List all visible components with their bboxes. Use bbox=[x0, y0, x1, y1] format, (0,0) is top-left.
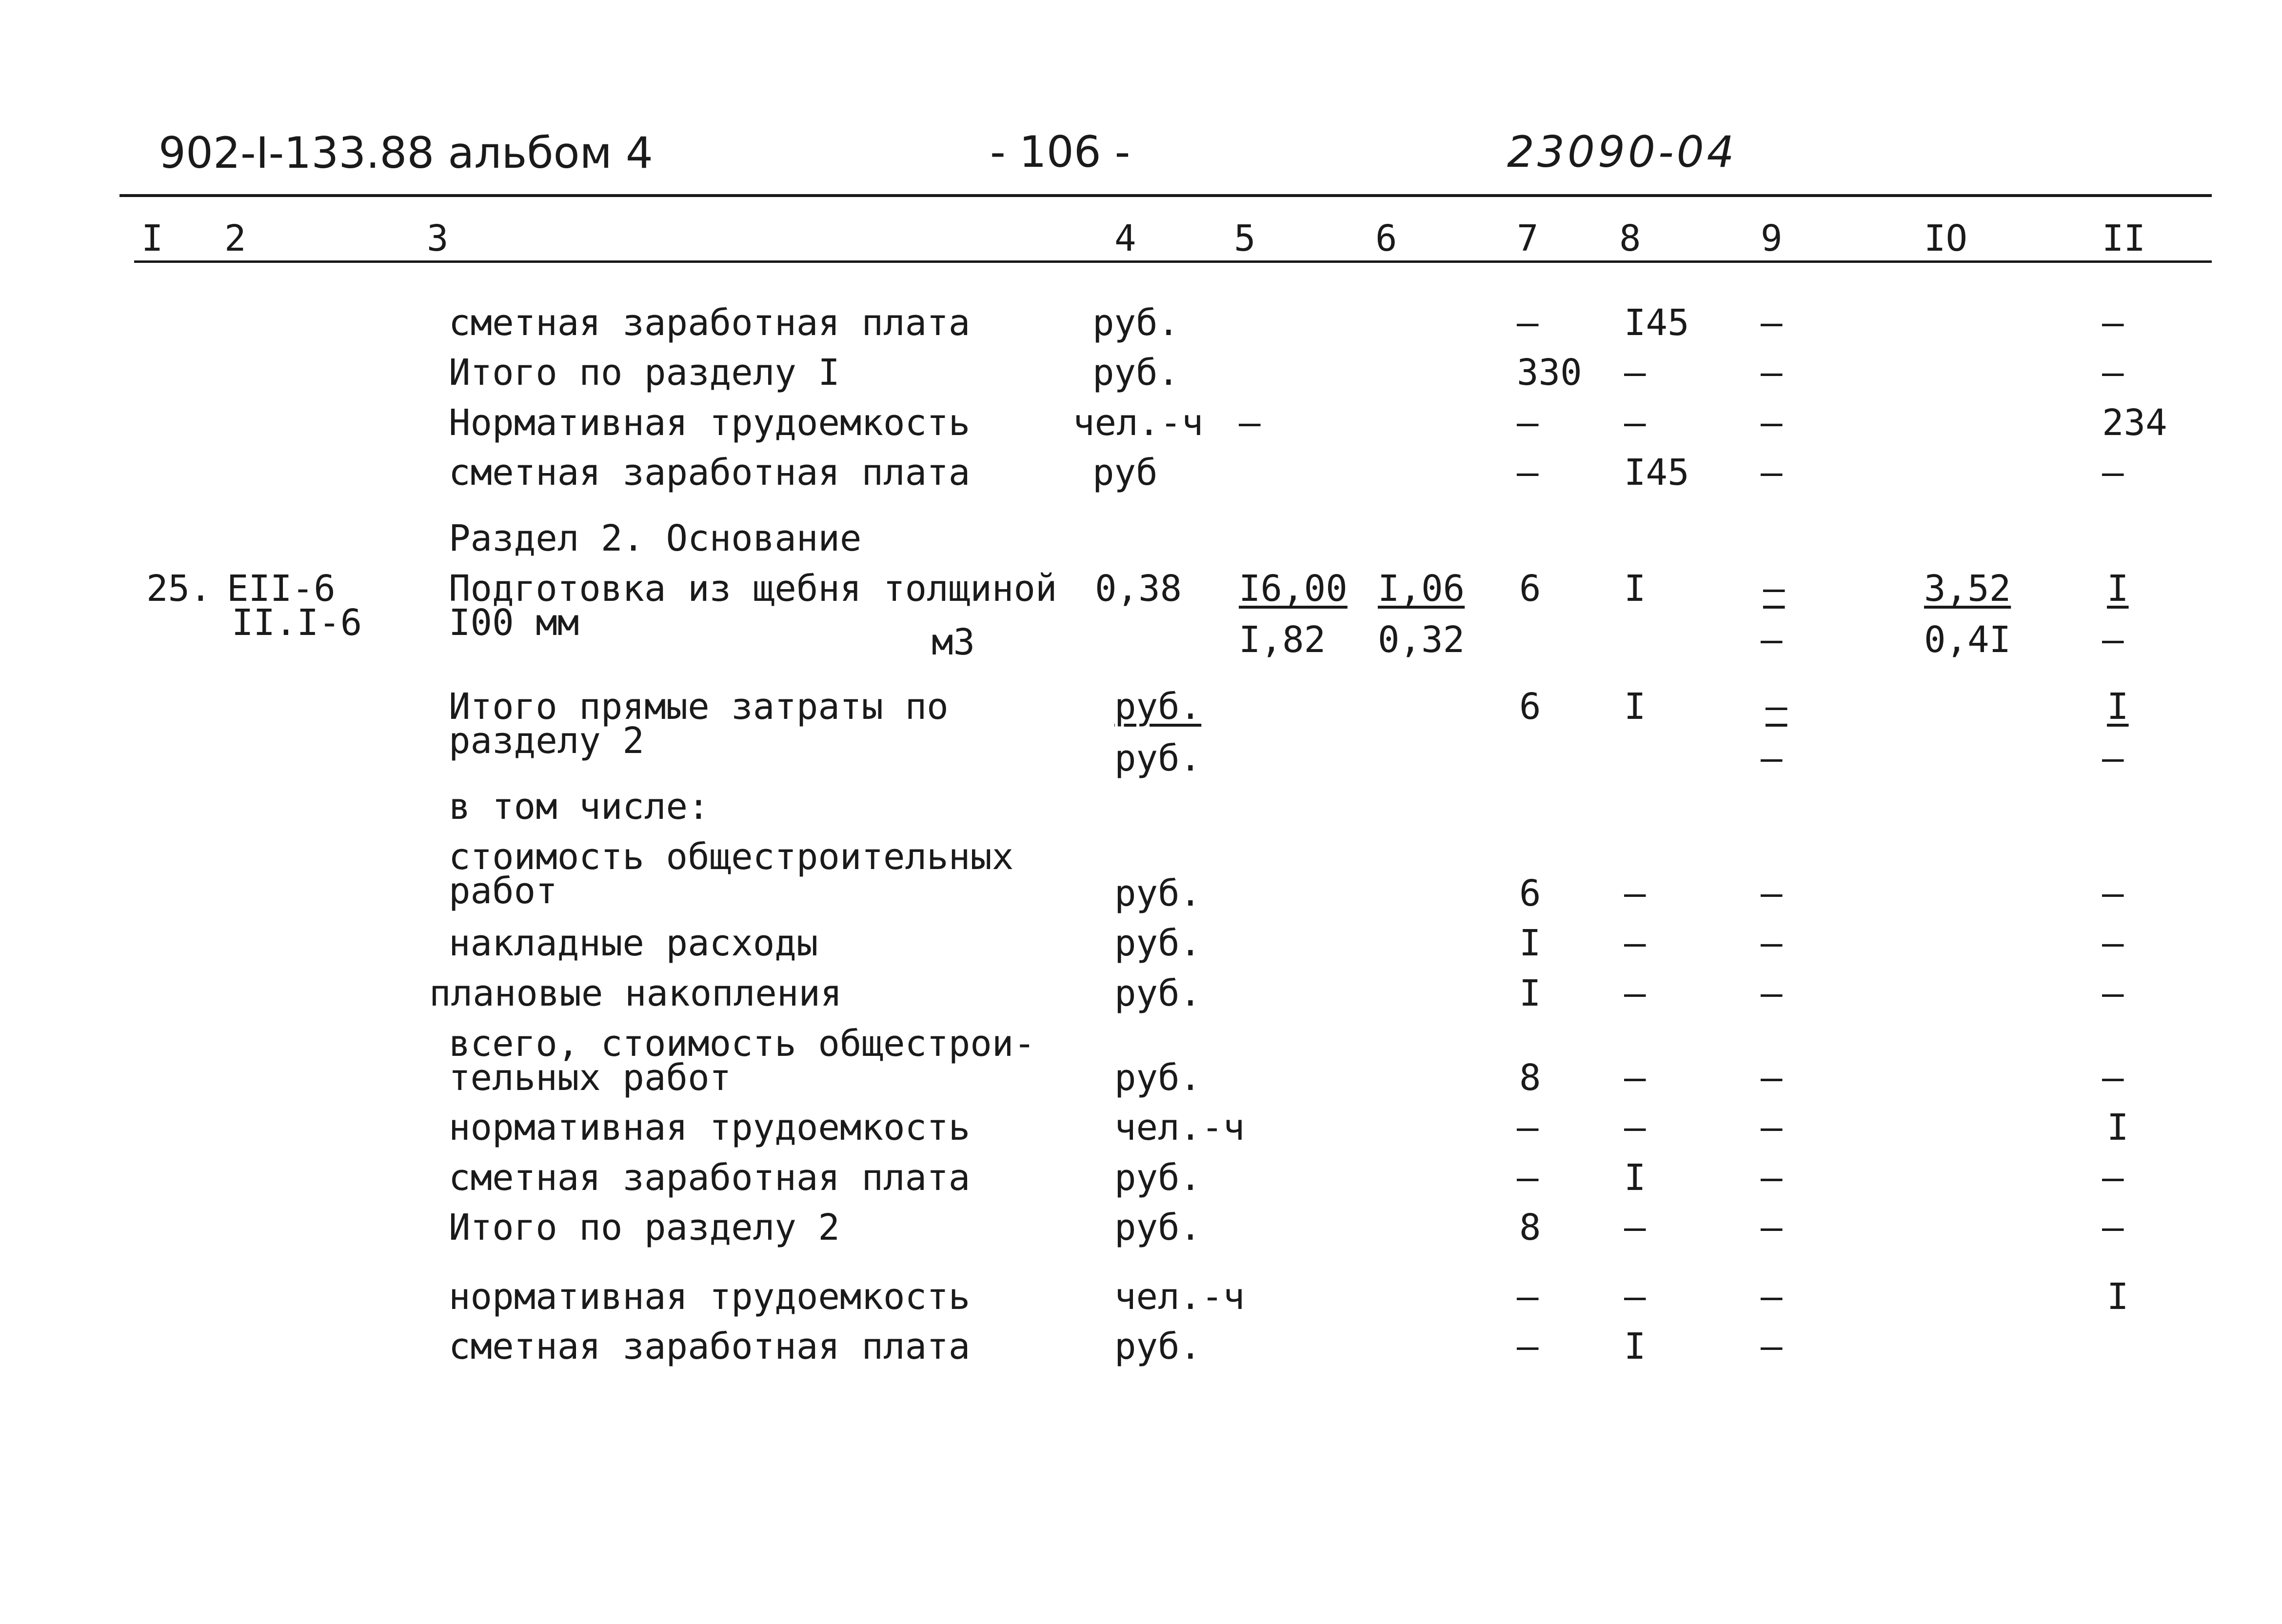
cell-col11: – bbox=[2102, 302, 2124, 344]
row-name: работ bbox=[449, 870, 557, 912]
column-header: I bbox=[141, 218, 163, 259]
cell-col6: I,06 bbox=[1378, 568, 1465, 610]
column-header: 2 bbox=[224, 218, 246, 259]
row-name: разделу 2 bbox=[449, 720, 644, 762]
row-name: стоимость общестроительных bbox=[449, 836, 1014, 878]
cell-col11: – bbox=[2102, 452, 2124, 494]
column-header: 6 bbox=[1375, 218, 1397, 259]
row-name: Подготовка из щебня толщиной bbox=[449, 568, 1057, 610]
row-name: накладные расходы bbox=[449, 922, 818, 964]
cell-col8: I bbox=[1624, 1326, 1646, 1367]
row-name: Итого по разделу I bbox=[449, 352, 840, 394]
row-name: Итого прямые затраты по bbox=[449, 686, 949, 728]
row-name: всего, стоимость общестрои- bbox=[449, 1023, 1035, 1065]
column-header: II bbox=[2102, 218, 2146, 259]
cell-col4: 0,38 bbox=[1095, 568, 1182, 610]
row-unit: руб. bbox=[1114, 1207, 1202, 1248]
cell-col9: – bbox=[1766, 686, 1787, 728]
cell-col6: 0,32 bbox=[1378, 619, 1465, 661]
header-rule-bottom bbox=[134, 260, 2212, 263]
cell-col9: – bbox=[1761, 1107, 1783, 1149]
cell-col11: – bbox=[2102, 619, 2124, 661]
cell-col9: – bbox=[1761, 302, 1783, 344]
cell-col8: I bbox=[1624, 686, 1646, 728]
cell-col8: – bbox=[1624, 872, 1646, 914]
cell-col9: – bbox=[1761, 1326, 1783, 1367]
cell-col8: – bbox=[1624, 352, 1646, 394]
cell-col9: – bbox=[1761, 1276, 1783, 1318]
cell-col7: I bbox=[1519, 972, 1541, 1014]
cell-col9: – bbox=[1761, 737, 1783, 779]
subheading: в том числе: bbox=[449, 786, 710, 828]
cell-col9: – bbox=[1761, 402, 1783, 444]
cell-col11: I bbox=[2107, 1276, 2129, 1318]
cell-col11: – bbox=[2102, 352, 2124, 394]
cell-col11: – bbox=[2102, 1157, 2124, 1199]
row-name: Итого по разделу 2 bbox=[449, 1207, 840, 1248]
cell-col8: – bbox=[1624, 1107, 1646, 1149]
archive-number: 23090-04 bbox=[1507, 127, 1737, 177]
cell-col9: – bbox=[1761, 352, 1783, 394]
item-code: EII-6 bbox=[227, 568, 336, 610]
cell-col10: 3,52 bbox=[1924, 568, 2011, 610]
row-unit: чел.-ч bbox=[1114, 1107, 1245, 1149]
row-unit: руб. bbox=[1114, 737, 1202, 779]
item-number: 25. bbox=[146, 568, 212, 610]
row-name: тельных работ bbox=[449, 1057, 732, 1099]
row-unit: руб bbox=[1092, 452, 1158, 494]
cell-col7: – bbox=[1517, 452, 1539, 494]
cell-col7: – bbox=[1517, 1326, 1539, 1367]
cell-col10: 0,4I bbox=[1924, 619, 2011, 661]
cell-col8: – bbox=[1624, 922, 1646, 964]
row-name: Нормативная трудоемкость bbox=[449, 402, 971, 444]
cell-col11: I bbox=[2107, 686, 2129, 728]
cell-col8: – bbox=[1624, 1276, 1646, 1318]
section-heading: Раздел 2. Основание bbox=[449, 517, 862, 559]
cell-col11: – bbox=[2102, 922, 2124, 964]
cell-col8: – bbox=[1624, 1207, 1646, 1248]
cell-col9: – bbox=[1761, 619, 1783, 661]
cell-col9: – bbox=[1761, 1207, 1783, 1248]
row-name: сметная заработная плата bbox=[449, 302, 971, 344]
cell-col7: 8 bbox=[1519, 1057, 1541, 1099]
column-header: IO bbox=[1924, 218, 1968, 259]
row-unit: чел.-ч bbox=[1114, 1276, 1245, 1318]
page-number: - 106 - bbox=[990, 127, 1131, 177]
row-unit: руб. bbox=[1114, 1326, 1202, 1367]
cell-col9: – bbox=[1761, 1157, 1783, 1199]
doc-code: 902-I-133.88 альбом 4 bbox=[159, 128, 653, 178]
row-unit: руб. bbox=[1114, 872, 1202, 914]
cell-col8: I bbox=[1624, 568, 1646, 610]
cell-col9: – bbox=[1761, 452, 1783, 494]
cell-col7: 6 bbox=[1519, 872, 1541, 914]
cell-col11: 234 bbox=[2102, 402, 2167, 444]
cell-col7: I bbox=[1519, 922, 1541, 964]
cell-col11: – bbox=[2102, 972, 2124, 1014]
cell-col11: – bbox=[2102, 872, 2124, 914]
row-name: плановые накопления bbox=[429, 972, 842, 1014]
row-name: нормативная трудоемкость bbox=[449, 1276, 971, 1318]
header-rule-top bbox=[119, 194, 2212, 197]
cell-col7: – bbox=[1517, 1107, 1539, 1149]
row-unit: руб. bbox=[1114, 686, 1202, 728]
cell-col8: I bbox=[1624, 1157, 1646, 1199]
cell-col7: 330 bbox=[1517, 352, 1582, 394]
row-unit: руб. bbox=[1114, 972, 1202, 1014]
row-name: сметная заработная плата bbox=[449, 1157, 971, 1199]
cell-col5: I6,00 bbox=[1239, 568, 1348, 610]
item-code: II.I-6 bbox=[232, 602, 362, 644]
cell-col9: – bbox=[1761, 1057, 1783, 1099]
row-unit: руб. bbox=[1114, 922, 1202, 964]
row-name: нормативная трудоемкость bbox=[449, 1107, 971, 1149]
row-unit: руб. bbox=[1114, 1157, 1202, 1199]
column-header: 4 bbox=[1114, 218, 1136, 259]
cell-col11: I bbox=[2107, 1107, 2129, 1149]
row-unit: руб. bbox=[1114, 1057, 1202, 1099]
cell-col11: – bbox=[2102, 1207, 2124, 1248]
cell-col11: – bbox=[2102, 1057, 2124, 1099]
cell-col7: 6 bbox=[1519, 686, 1541, 728]
cell-col9: – bbox=[1761, 872, 1783, 914]
row-name: сметная заработная плата bbox=[449, 1326, 971, 1367]
column-header: 7 bbox=[1517, 218, 1539, 259]
cell-col7: 8 bbox=[1519, 1207, 1541, 1248]
cell-col9: – bbox=[1761, 972, 1783, 1014]
cell-col7: 6 bbox=[1519, 568, 1541, 610]
cell-col8: I45 bbox=[1624, 302, 1689, 344]
cell-col11: I bbox=[2107, 568, 2129, 610]
cell-col7: – bbox=[1517, 1276, 1539, 1318]
row-unit: руб. bbox=[1092, 302, 1180, 344]
column-header: 9 bbox=[1761, 218, 1783, 259]
cell-col7: – bbox=[1517, 402, 1539, 444]
cell-col8: – bbox=[1624, 1057, 1646, 1099]
row-unit: руб. bbox=[1092, 352, 1180, 394]
cell-col5: – bbox=[1239, 402, 1261, 444]
cell-col5: I,82 bbox=[1239, 619, 1326, 661]
row-unit: м3 bbox=[932, 621, 975, 663]
cell-col7: – bbox=[1517, 302, 1539, 344]
cell-col9: – bbox=[1763, 568, 1785, 610]
row-unit: чел.-ч bbox=[1073, 402, 1204, 444]
cell-col7: – bbox=[1517, 1157, 1539, 1199]
row-name: сметная заработная плата bbox=[449, 452, 971, 494]
column-header: 5 bbox=[1234, 218, 1256, 259]
cell-col8: I45 bbox=[1624, 452, 1689, 494]
row-name: I00 мм bbox=[449, 602, 579, 644]
cell-col8: – bbox=[1624, 402, 1646, 444]
column-header: 3 bbox=[427, 218, 449, 259]
cell-col11: – bbox=[2102, 737, 2124, 779]
cell-col8: – bbox=[1624, 972, 1646, 1014]
column-header: 8 bbox=[1619, 218, 1641, 259]
cell-col9: – bbox=[1761, 922, 1783, 964]
